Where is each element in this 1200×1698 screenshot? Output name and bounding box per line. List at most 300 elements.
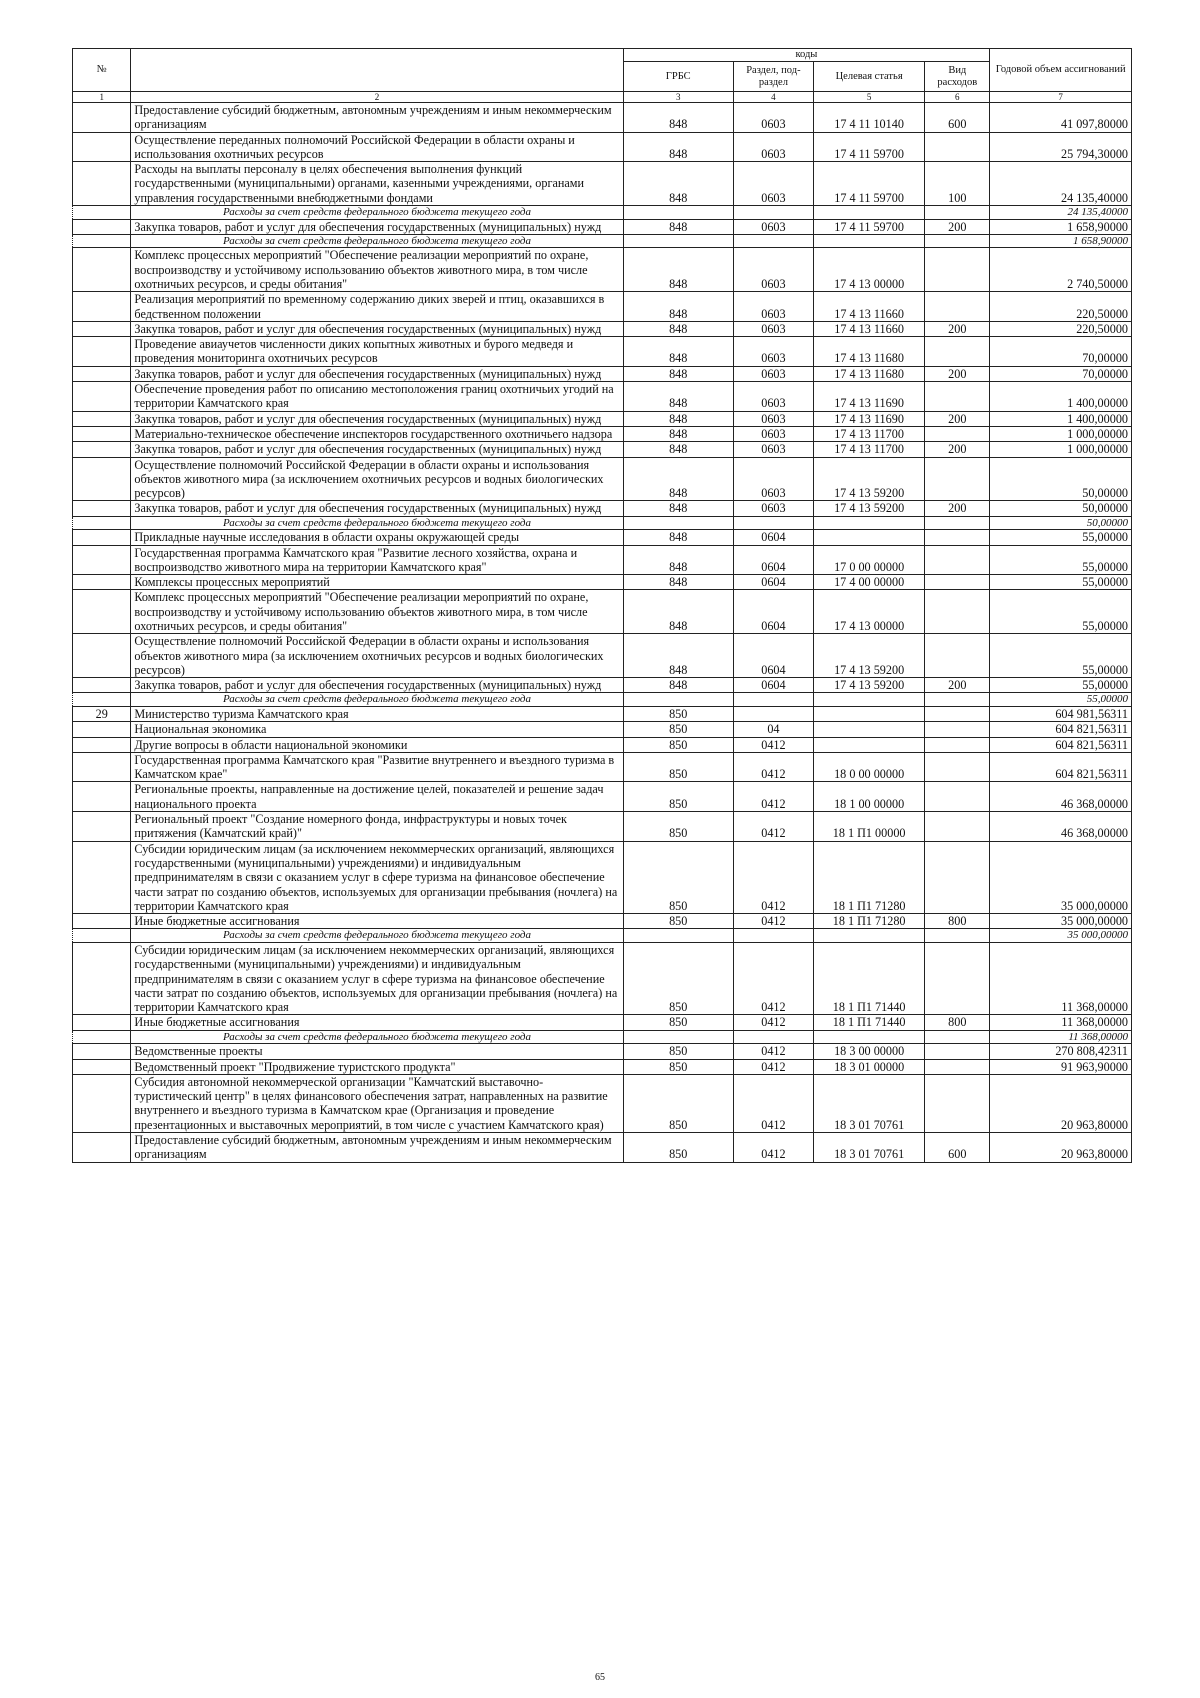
section-cell: 0604 <box>733 590 813 634</box>
section-cell: 0603 <box>733 321 813 336</box>
target-cell: 18 1 00 00000 <box>813 782 924 812</box>
federal-funds-row <box>73 693 1132 707</box>
table-row <box>73 545 1132 575</box>
grbs-cell: 848 <box>623 634 733 678</box>
row-number <box>73 162 131 206</box>
exp-type-cell <box>925 942 990 1014</box>
table-row <box>73 248 1132 292</box>
target-cell: 17 4 11 59700 <box>813 219 924 234</box>
target-cell <box>813 929 924 943</box>
item-name: Министерство туризма Камчатского края <box>131 706 623 721</box>
no-cell <box>73 693 131 707</box>
target-cell: 18 3 01 00000 <box>813 1059 924 1074</box>
exp-type-cell <box>925 530 990 545</box>
target-cell: 17 0 00 00000 <box>813 545 924 575</box>
exp-type-cell: 200 <box>925 501 990 516</box>
table-body <box>73 103 1132 1163</box>
section-cell <box>733 234 813 248</box>
exp-type-cell <box>925 841 990 913</box>
grbs-cell: 848 <box>623 321 733 336</box>
federal-funds-row <box>73 234 1132 248</box>
row-number <box>73 366 131 381</box>
section-cell: 0603 <box>733 411 813 426</box>
target-cell: 17 4 13 59200 <box>813 678 924 693</box>
table-row <box>73 722 1132 737</box>
amount-cell: 20 963,80000 <box>990 1074 1132 1132</box>
target-cell <box>813 693 924 707</box>
grbs-cell <box>623 1030 733 1044</box>
grbs-cell: 848 <box>623 530 733 545</box>
grbs-cell: 848 <box>623 501 733 516</box>
item-name: Прикладные научные исследования в области охраны окружающей среды <box>131 530 623 545</box>
item-name: Субсидия автономной некоммерческой организации "Камчатский выставочно-туристический центр" в целях финансового обеспечения затрат, направленных на развитие внутреннего и въездного туризма в Камчатском крае (Организация и проведение презентационных и выставочных мероприятий, в том числе с участием Камчатского края) <box>131 1074 623 1132</box>
row-number <box>73 942 131 1014</box>
exp-type-cell: 100 <box>925 162 990 206</box>
table-row <box>73 337 1132 367</box>
exp-type-cell <box>925 234 990 248</box>
section-cell: 0604 <box>733 545 813 575</box>
amount-cell: 604 821,56311 <box>990 752 1132 782</box>
item-name: Расходы за счет средств федерального бюджета текущего года <box>131 234 623 248</box>
target-cell: 18 1 П1 71280 <box>813 841 924 913</box>
item-name: Осуществление переданных полномочий Российской Федерации в области охраны и использования охотничьих ресурсов <box>131 132 623 162</box>
grbs-cell: 850 <box>623 914 733 929</box>
amount-cell: 24 135,40000 <box>990 206 1132 220</box>
section-cell: 0412 <box>733 1044 813 1059</box>
header-codes: коды <box>623 49 990 62</box>
item-name: Субсидии юридическим лицам (за исключением некоммерческих организаций, являющихся государственными (муниципальными) учреждениями) и индивидуальным предпринимателям в связи с оказанием услуг в сфере туризма на финансовое обеспечение части затрат по созданию объектов, используемых для организации пребывания (ночлега) на территории Камчатского края <box>131 942 623 1014</box>
section-cell: 0412 <box>733 752 813 782</box>
grbs-cell <box>623 206 733 220</box>
item-name: Закупка товаров, работ и услуг для обеспечения государственных (муниципальных) нужд <box>131 501 623 516</box>
row-number <box>73 1074 131 1132</box>
amount-cell: 604 981,56311 <box>990 706 1132 721</box>
table-row <box>73 103 1132 133</box>
section-cell: 0603 <box>733 501 813 516</box>
exp-type-cell <box>925 737 990 752</box>
target-cell: 18 1 П1 71440 <box>813 942 924 1014</box>
table-row <box>73 411 1132 426</box>
table-row <box>73 1015 1132 1030</box>
grbs-cell: 848 <box>623 366 733 381</box>
exp-type-cell <box>925 292 990 322</box>
section-cell: 0603 <box>733 382 813 412</box>
table-row <box>73 442 1132 457</box>
table-row <box>73 530 1132 545</box>
grbs-cell: 850 <box>623 1133 733 1163</box>
target-cell: 17 4 00 00000 <box>813 575 924 590</box>
amount-cell: 91 963,90000 <box>990 1059 1132 1074</box>
grbs-cell <box>623 929 733 943</box>
amount-cell: 604 821,56311 <box>990 737 1132 752</box>
target-cell <box>813 530 924 545</box>
row-number <box>73 1059 131 1074</box>
exp-type-cell <box>925 516 990 530</box>
target-cell <box>813 1030 924 1044</box>
exp-type-cell: 600 <box>925 103 990 133</box>
col-number: 5 <box>813 92 924 103</box>
row-number <box>73 545 131 575</box>
target-cell <box>813 234 924 248</box>
col-number: 1 <box>73 92 131 103</box>
exp-type-cell <box>925 722 990 737</box>
target-cell: 17 4 11 10140 <box>813 103 924 133</box>
section-cell: 0412 <box>733 782 813 812</box>
section-cell: 0604 <box>733 530 813 545</box>
header-section: Раздел, под-раздел <box>733 62 813 92</box>
grbs-cell <box>623 516 733 530</box>
item-name: Ведомственные проекты <box>131 1044 623 1059</box>
grbs-cell: 848 <box>623 678 733 693</box>
target-cell: 17 4 13 11680 <box>813 366 924 381</box>
section-cell <box>733 206 813 220</box>
amount-cell: 55,00000 <box>990 678 1132 693</box>
section-cell: 0603 <box>733 103 813 133</box>
header-annual: Годовой объем ассигнований <box>990 49 1132 92</box>
item-name: Расходы за счет средств федерального бюджета текущего года <box>131 516 623 530</box>
amount-cell: 24 135,40000 <box>990 162 1132 206</box>
exp-type-cell: 800 <box>925 1015 990 1030</box>
item-name: Расходы за счет средств федерального бюджета текущего года <box>131 206 623 220</box>
amount-cell: 50,00000 <box>990 457 1132 501</box>
grbs-cell: 848 <box>623 337 733 367</box>
target-cell: 17 4 13 59200 <box>813 634 924 678</box>
item-name: Ведомственный проект "Продвижение туристского продукта" <box>131 1059 623 1074</box>
federal-funds-row <box>73 206 1132 220</box>
target-cell: 17 4 13 11680 <box>813 337 924 367</box>
row-number <box>73 634 131 678</box>
table-row <box>73 1059 1132 1074</box>
exp-type-cell <box>925 457 990 501</box>
exp-type-cell <box>925 206 990 220</box>
table-row <box>73 162 1132 206</box>
grbs-cell: 848 <box>623 103 733 133</box>
amount-cell: 55,00000 <box>990 575 1132 590</box>
target-cell: 18 3 00 00000 <box>813 1044 924 1059</box>
grbs-cell: 850 <box>623 1059 733 1074</box>
amount-cell: 35 000,00000 <box>990 914 1132 929</box>
row-number <box>73 219 131 234</box>
amount-cell: 25 794,30000 <box>990 132 1132 162</box>
table-row <box>73 1044 1132 1059</box>
col-number: 2 <box>131 92 623 103</box>
grbs-cell: 850 <box>623 942 733 1014</box>
exp-type-cell <box>925 693 990 707</box>
row-number <box>73 382 131 412</box>
target-cell: 17 4 13 11700 <box>813 426 924 441</box>
section-cell: 0603 <box>733 366 813 381</box>
target-cell: 17 4 13 59200 <box>813 457 924 501</box>
grbs-cell: 850 <box>623 1074 733 1132</box>
item-name: Предоставление субсидий бюджетным, автономным учреждениям и иным некоммерческим организациям <box>131 103 623 133</box>
amount-cell: 55,00000 <box>990 634 1132 678</box>
target-cell: 18 1 П1 00000 <box>813 812 924 842</box>
amount-cell: 70,00000 <box>990 366 1132 381</box>
no-cell <box>73 516 131 530</box>
grbs-cell <box>623 693 733 707</box>
item-name: Расходы за счет средств федерального бюджета текущего года <box>131 1030 623 1044</box>
item-name: Иные бюджетные ассигнования <box>131 914 623 929</box>
section-cell: 0412 <box>733 942 813 1014</box>
grbs-cell: 848 <box>623 292 733 322</box>
grbs-cell: 848 <box>623 426 733 441</box>
header-grbs: ГРБС <box>623 62 733 92</box>
exp-type-cell <box>925 545 990 575</box>
table-row <box>73 457 1132 501</box>
grbs-cell: 850 <box>623 737 733 752</box>
section-cell: 04 <box>733 722 813 737</box>
col-number: 7 <box>990 92 1132 103</box>
target-cell: 17 4 13 00000 <box>813 590 924 634</box>
grbs-cell: 850 <box>623 1015 733 1030</box>
row-number <box>73 782 131 812</box>
grbs-cell: 850 <box>623 722 733 737</box>
item-name: Региональные проекты, направленные на достижение целей, показателей и решение задач национального проекта <box>131 782 623 812</box>
header-no: № <box>73 49 131 92</box>
amount-cell: 50,00000 <box>990 501 1132 516</box>
target-cell: 18 1 П1 71280 <box>813 914 924 929</box>
table-row <box>73 575 1132 590</box>
table-row <box>73 678 1132 693</box>
row-number <box>73 337 131 367</box>
row-number <box>73 1044 131 1059</box>
grbs-cell <box>623 234 733 248</box>
amount-cell: 46 368,00000 <box>990 782 1132 812</box>
item-name: Субсидии юридическим лицам (за исключением некоммерческих организаций, являющихся государственными (муниципальными) учреждениями) и индивидуальным предпринимателям в связи с оказанием услуг в сфере туризма на финансовое обеспечение части затрат по созданию объектов, используемых для организации пребывания (ночлега) на территории Камчатского края <box>131 841 623 913</box>
section-cell: 0604 <box>733 575 813 590</box>
table-row <box>73 914 1132 929</box>
target-cell: 18 3 01 70761 <box>813 1133 924 1163</box>
table-row <box>73 132 1132 162</box>
item-name: Закупка товаров, работ и услуг для обеспечения государственных (муниципальных) нужд <box>131 219 623 234</box>
exp-type-cell <box>925 1044 990 1059</box>
amount-cell: 1 400,00000 <box>990 382 1132 412</box>
amount-cell: 55,00000 <box>990 530 1132 545</box>
row-number <box>73 841 131 913</box>
target-cell <box>813 516 924 530</box>
item-name: Другие вопросы в области национальной экономики <box>131 737 623 752</box>
amount-cell: 55,00000 <box>990 590 1132 634</box>
target-cell <box>813 737 924 752</box>
exp-type-cell <box>925 426 990 441</box>
item-name: Предоставление субсидий бюджетным, автономным учреждениям и иным некоммерческим организациям <box>131 1133 623 1163</box>
row-number <box>73 752 131 782</box>
section-cell <box>733 693 813 707</box>
grbs-cell: 848 <box>623 411 733 426</box>
budget-table <box>72 48 1132 1163</box>
no-cell <box>73 1030 131 1044</box>
table-row <box>73 501 1132 516</box>
table-row <box>73 219 1132 234</box>
target-cell: 18 0 00 00000 <box>813 752 924 782</box>
table-row <box>73 841 1132 913</box>
no-cell <box>73 234 131 248</box>
exp-type-cell <box>925 929 990 943</box>
grbs-cell: 848 <box>623 575 733 590</box>
table-row <box>73 590 1132 634</box>
target-cell: 17 4 13 00000 <box>813 248 924 292</box>
exp-type-cell: 200 <box>925 678 990 693</box>
amount-cell: 1 000,00000 <box>990 442 1132 457</box>
row-number <box>73 678 131 693</box>
item-name: Осуществление полномочий Российской Федерации в области охраны и использования объектов животного мира (за исключением охотничьих ресурсов и водных биологических ресурсов) <box>131 634 623 678</box>
section-cell: 0603 <box>733 132 813 162</box>
row-number <box>73 442 131 457</box>
header-name <box>131 49 623 92</box>
amount-cell: 50,00000 <box>990 516 1132 530</box>
target-cell: 17 4 13 11690 <box>813 411 924 426</box>
amount-cell: 11 368,00000 <box>990 1015 1132 1030</box>
item-name: Расходы на выплаты персоналу в целях обеспечения выполнения функций государственными (муниципальными) органами, казенными учреждениями, органами управления государственными внебюджетными фондами <box>131 162 623 206</box>
exp-type-cell <box>925 132 990 162</box>
target-cell: 17 4 13 11690 <box>813 382 924 412</box>
item-name: Закупка товаров, работ и услуг для обеспечения государственных (муниципальных) нужд <box>131 411 623 426</box>
table-row <box>73 426 1132 441</box>
row-number <box>73 812 131 842</box>
grbs-cell: 848 <box>623 248 733 292</box>
row-number <box>73 132 131 162</box>
page-number: 65 <box>595 1672 605 1683</box>
target-cell: 17 4 13 11660 <box>813 321 924 336</box>
section-cell: 0603 <box>733 219 813 234</box>
section-cell: 0603 <box>733 442 813 457</box>
grbs-cell: 850 <box>623 752 733 782</box>
section-cell: 0412 <box>733 841 813 913</box>
amount-cell: 46 368,00000 <box>990 812 1132 842</box>
section-cell: 0412 <box>733 914 813 929</box>
section-cell <box>733 516 813 530</box>
exp-type-cell <box>925 1074 990 1132</box>
target-cell: 18 1 П1 71440 <box>813 1015 924 1030</box>
federal-funds-row <box>73 929 1132 943</box>
table-row <box>73 366 1132 381</box>
exp-type-cell: 200 <box>925 321 990 336</box>
grbs-cell: 848 <box>623 219 733 234</box>
amount-cell: 70,00000 <box>990 337 1132 367</box>
row-number <box>73 292 131 322</box>
exp-type-cell <box>925 382 990 412</box>
item-name: Закупка товаров, работ и услуг для обеспечения государственных (муниципальных) нужд <box>131 321 623 336</box>
grbs-cell: 848 <box>623 457 733 501</box>
item-name: Комплекс процессных мероприятий "Обеспечение реализации мероприятий по охране, воспроизводству и устойчивому использованию объектов животного мира, в том числе охотничьих ресурсов, и среды обитания" <box>131 248 623 292</box>
amount-cell: 55,00000 <box>990 693 1132 707</box>
amount-cell: 1 400,00000 <box>990 411 1132 426</box>
amount-cell: 35 000,00000 <box>990 841 1132 913</box>
col-number: 3 <box>623 92 733 103</box>
item-name: Расходы за счет средств федерального бюджета текущего года <box>131 929 623 943</box>
item-name: Региональный проект "Создание номерного фонда, инфраструктуры и новых точек притяжения (Камчатский край)" <box>131 812 623 842</box>
no-cell <box>73 206 131 220</box>
row-number <box>73 103 131 133</box>
table-row <box>73 737 1132 752</box>
grbs-cell: 850 <box>623 841 733 913</box>
amount-cell: 1 658,90000 <box>990 234 1132 248</box>
table-row <box>73 292 1132 322</box>
item-name: Закупка товаров, работ и услуг для обеспечения государственных (муниципальных) нужд <box>131 678 623 693</box>
section-cell: 0603 <box>733 248 813 292</box>
target-cell <box>813 706 924 721</box>
row-number <box>73 501 131 516</box>
header-exp-type: Вид расходов <box>925 62 990 92</box>
row-number <box>73 1015 131 1030</box>
exp-type-cell <box>925 812 990 842</box>
section-cell: 0603 <box>733 457 813 501</box>
row-number <box>73 426 131 441</box>
amount-cell: 11 368,00000 <box>990 942 1132 1014</box>
section-cell <box>733 706 813 721</box>
section-cell: 0603 <box>733 162 813 206</box>
item-name: Обеспечение проведения работ по описанию местоположения границ охотничьих угодий на территории Камчатского края <box>131 382 623 412</box>
table-row <box>73 382 1132 412</box>
table-row <box>73 812 1132 842</box>
row-number: 29 <box>73 706 131 721</box>
exp-type-cell <box>925 752 990 782</box>
target-cell: 18 3 01 70761 <box>813 1074 924 1132</box>
exp-type-cell <box>925 575 990 590</box>
exp-type-cell: 200 <box>925 219 990 234</box>
exp-type-cell: 200 <box>925 366 990 381</box>
item-name: Проведение авиаучетов численности диких копытных животных и бурого медведя и проведения мониторинга охотничьих ресурсов <box>131 337 623 367</box>
table-row <box>73 321 1132 336</box>
item-name: Комплексы процессных мероприятий <box>131 575 623 590</box>
amount-cell: 55,00000 <box>990 545 1132 575</box>
federal-funds-row <box>73 1030 1132 1044</box>
exp-type-cell <box>925 248 990 292</box>
exp-type-cell: 600 <box>925 1133 990 1163</box>
target-cell: 17 4 11 59700 <box>813 162 924 206</box>
row-number <box>73 590 131 634</box>
target-cell: 17 4 13 11700 <box>813 442 924 457</box>
grbs-cell: 848 <box>623 162 733 206</box>
grbs-cell: 850 <box>623 706 733 721</box>
row-number <box>73 722 131 737</box>
section-cell: 0412 <box>733 1074 813 1132</box>
col-number: 4 <box>733 92 813 103</box>
grbs-cell: 850 <box>623 1044 733 1059</box>
table-row <box>73 782 1132 812</box>
exp-type-cell <box>925 1059 990 1074</box>
table-row <box>73 634 1132 678</box>
grbs-cell: 848 <box>623 545 733 575</box>
row-number <box>73 411 131 426</box>
amount-cell: 604 821,56311 <box>990 722 1132 737</box>
amount-cell: 20 963,80000 <box>990 1133 1132 1163</box>
target-cell <box>813 206 924 220</box>
exp-type-cell <box>925 1030 990 1044</box>
row-number <box>73 1133 131 1163</box>
table-row <box>73 942 1132 1014</box>
item-name: Государственная программа Камчатского края "Развитие лесного хозяйства, охрана и воспроизводство животного мира на территории Камчатского края" <box>131 545 623 575</box>
exp-type-cell <box>925 782 990 812</box>
target-cell <box>813 722 924 737</box>
exp-type-cell: 200 <box>925 411 990 426</box>
table-row <box>73 752 1132 782</box>
item-name: Материально-техническое обеспечение инспекторов государственного охотничьего надзора <box>131 426 623 441</box>
grbs-cell: 848 <box>623 442 733 457</box>
item-name: Национальная экономика <box>131 722 623 737</box>
item-name: Реализация мероприятий по временному содержанию диких зверей и птиц, оказавшихся в бедственном положении <box>131 292 623 322</box>
section-cell: 0604 <box>733 634 813 678</box>
table-row <box>73 1133 1132 1163</box>
section-cell: 0603 <box>733 337 813 367</box>
table-row <box>73 706 1132 721</box>
amount-cell: 41 097,80000 <box>990 103 1132 133</box>
grbs-cell: 850 <box>623 812 733 842</box>
section-cell: 0412 <box>733 1059 813 1074</box>
table-header <box>73 49 1132 103</box>
budget-table-sheet <box>72 48 1132 1163</box>
row-number <box>73 914 131 929</box>
